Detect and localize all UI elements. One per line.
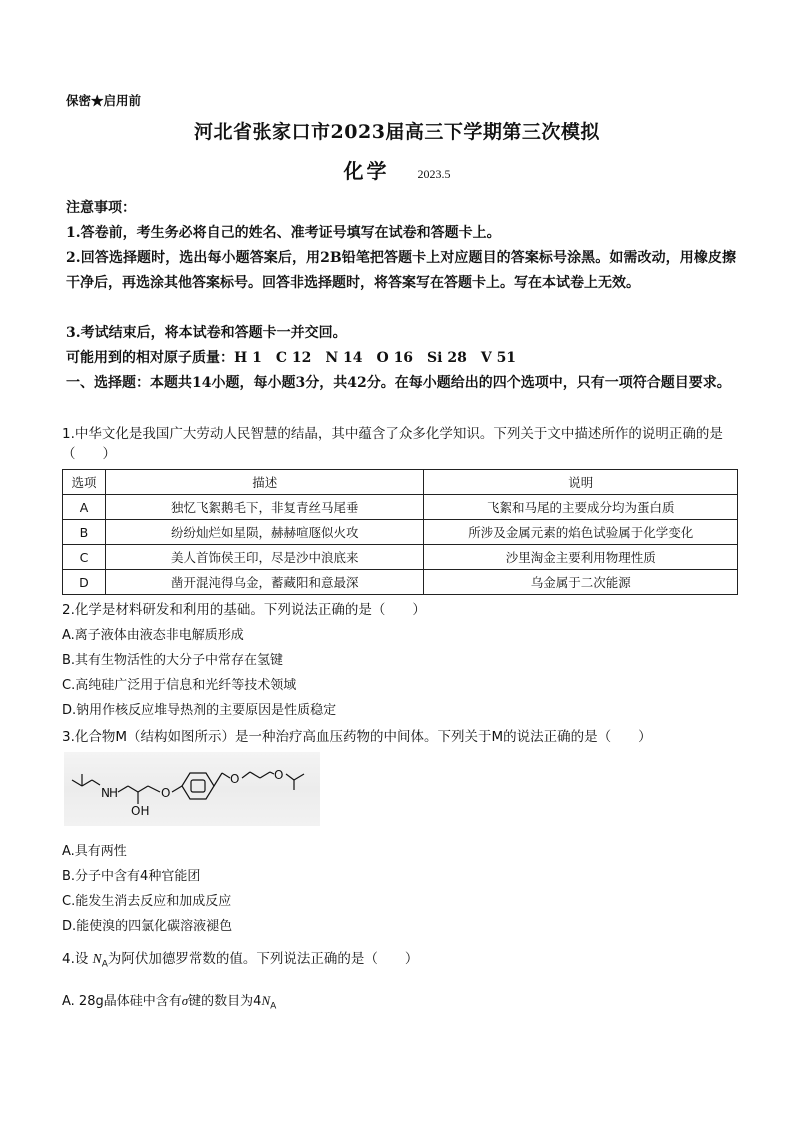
- table-cell: 飞絮和马尾的主要成分均为蛋白质: [424, 495, 738, 520]
- q4-option-a-prefix: A. 28g晶体硅中含有: [62, 994, 182, 1009]
- structure-atom-label: OH: [131, 804, 150, 818]
- question-3-option-d: D.能使溴的四氯化碳溶液褪色: [62, 919, 233, 934]
- question-2-option-d: D.钠用作核反应堆导热剂的主要原因是性质稳定: [62, 703, 337, 718]
- notes-heading: 注意事项：: [66, 200, 136, 216]
- table-cell: 乌金属于二次能源: [424, 570, 738, 595]
- subject-line: [0, 155, 794, 184]
- question-3-stem: 3.化合物M（结构如图所示）是一种治疗高血压药物的中间体。下列关于M的说法正确的是（ ）: [62, 729, 652, 745]
- structure-atom-label: O: [274, 768, 284, 782]
- table-header-cell: 选项: [63, 470, 106, 495]
- q4-option-a-mid: 键的数目为4: [188, 994, 262, 1009]
- question-3-option-a: A.具有两性: [62, 844, 127, 859]
- subject-name: 化学: [343, 159, 390, 183]
- avogadro-symbol: N: [261, 993, 271, 1008]
- avogadro-subscript: A: [270, 1001, 277, 1012]
- question-2-stem: 2.化学是材料研发和利用的基础。下列说法正确的是（ ）: [62, 602, 426, 618]
- compound-m-structure: [64, 752, 320, 826]
- table-cell: D: [63, 570, 106, 595]
- table-header-cell: 描述: [105, 470, 424, 495]
- question-4-option-a: [62, 992, 276, 1016]
- note-item-1: 1.答卷前，考生务必将自己的姓名、准考证号填写在试卷和答题卡上。: [66, 225, 501, 241]
- structure-diagram: [64, 752, 320, 826]
- table-cell: 凿开混沌得乌金，蓄藏阳和意最深: [105, 570, 424, 595]
- table-row: [63, 520, 738, 545]
- table-row: [63, 570, 738, 595]
- question-1-stem: 1.中华文化是我国广大劳动人民智慧的结晶，其中蕴含了众多化学知识。下列关于文中描述所作的说明正确的是（ ）: [62, 426, 723, 462]
- question-2-option-c: C.高纯硅广泛用于信息和光纤等技术领域: [62, 678, 297, 693]
- table-cell: B: [63, 520, 106, 545]
- structure-atom-label: O: [161, 786, 171, 800]
- table-cell: 所涉及金属元素的焰色试验属于化学变化: [424, 520, 738, 545]
- note-item-2: 2.回答选择题时，选出每小题答案后，用2B铅笔把答题卡上对应题目的答案标号涂黑。如需改动，用橡皮擦干净后，再选涂其他答案标号。回答非选择题时，将答案写在答题卡上。写在本试卷上无效。: [66, 250, 736, 291]
- table-cell: C: [63, 545, 106, 570]
- avogadro-symbol: N: [92, 951, 102, 966]
- table-cell: A: [63, 495, 106, 520]
- question-3-option-c: C.能发生消去反应和加成反应: [62, 894, 232, 909]
- table-row: [63, 495, 738, 520]
- avogadro-subscript: A: [101, 959, 108, 970]
- q4-stem-prefix: 4.设: [62, 951, 93, 967]
- question-1-table: [62, 469, 738, 595]
- table-cell: 沙里淘金主要利用物理性质: [424, 545, 738, 570]
- table-cell: 纷纷灿烂如星陨，赫赫喧豗似火攻: [105, 520, 424, 545]
- atomic-masses: 可能用到的相对原子质量：H 1 C 12 N 14 O 16 Si 28 V 51: [66, 350, 517, 366]
- structure-atom-label: H: [109, 786, 119, 800]
- note-item-3: 3.考试结束后，将本试卷和答题卡一并交回。: [66, 325, 347, 341]
- table-cell: 独忆飞絮鹅毛下，非复青丝马尾垂: [105, 495, 424, 520]
- q4-stem-suffix: 为阿伏加德罗常数的值。下列说法正确的是（ ）: [107, 951, 419, 967]
- exam-title: 河北省张家口市2023届高三下学期第三次模拟: [194, 121, 600, 143]
- structure-atom-label: N: [101, 786, 110, 800]
- table-row: [63, 545, 738, 570]
- table-cell: 美人首饰侯王印，尽是沙中浪底来: [105, 545, 424, 570]
- question-2-option-a: A.离子液体由液态非电解质形成: [62, 628, 244, 643]
- table-header-row: [63, 470, 738, 495]
- table-header-cell: 说明: [424, 470, 738, 495]
- sigma-symbol: σ: [181, 993, 189, 1008]
- exam-date: 2023.5: [417, 167, 451, 181]
- question-2-option-b: B.其有生物活性的大分子中常存在氢键: [62, 653, 284, 668]
- confidential-label: 保密★启用前: [66, 93, 142, 108]
- question-3-option-b: B.分子中含有4种官能团: [62, 869, 201, 884]
- question-4-stem: [62, 949, 742, 975]
- section-1-heading: 一、选择题：本题共14小题，每小题3分，共42分。在每小题给出的四个选项中，只有一项符合题目要求。: [66, 375, 731, 391]
- structure-atom-label: O: [230, 772, 240, 786]
